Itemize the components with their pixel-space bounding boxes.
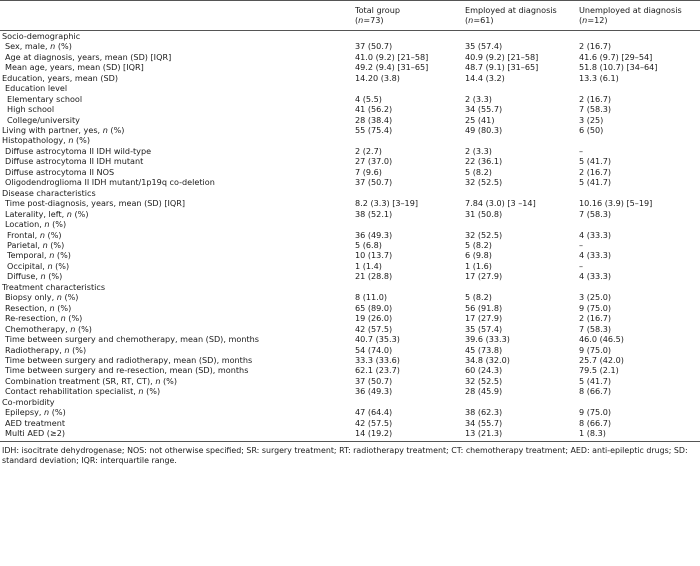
unemployed-value — [579, 188, 700, 198]
total-value — [355, 83, 465, 93]
table-row — [0, 240, 700, 250]
table-row — [0, 146, 700, 156]
header-employed — [465, 1, 579, 31]
table-row — [0, 219, 700, 229]
total-value — [355, 397, 465, 407]
row-label: Combination treatment (SR, RT, CT), n (%) — [5, 375, 178, 386]
total-value: 41 (56.2) — [355, 104, 393, 115]
table-row — [0, 209, 700, 219]
table-row — [0, 418, 700, 428]
table-row — [0, 376, 700, 386]
unemployed-value: 5 (41.7) — [579, 177, 612, 188]
unemployed-value: 79.5 (2.1) — [579, 365, 619, 376]
table-row — [0, 230, 700, 240]
section-row — [0, 30, 700, 41]
row-label: Epilepsy, n (%) — [5, 407, 66, 418]
section-label: Treatment characteristics — [2, 281, 106, 292]
section-label: Socio-demographic — [2, 30, 81, 41]
total-value: 10 (13.7) — [355, 250, 393, 261]
unemployed-value: 2 (16.7) — [579, 41, 612, 52]
unemployed-value: 3 (25) — [579, 114, 604, 125]
employed-value: 5 (8.2) — [465, 239, 492, 250]
total-value: 37 (50.7) — [355, 375, 393, 386]
employed-value: 32 (52.5) — [465, 229, 503, 240]
unemployed-value: – — [579, 260, 584, 271]
total-value: 33.3 (33.6) — [355, 354, 400, 365]
header-total-label: Total group — [355, 5, 400, 15]
row-label: Living with partner, yes, n (%) — [2, 124, 125, 135]
row-label: Diffuse, n (%) — [7, 271, 63, 282]
total-value: 42 (57.5) — [355, 417, 393, 428]
employed-value: 28 (45.9) — [465, 386, 503, 397]
employed-value — [465, 397, 579, 407]
employed-value: 34 (55.7) — [465, 417, 503, 428]
total-value — [355, 282, 465, 292]
employed-value: 34 (55.7) — [465, 104, 503, 115]
employed-value: 6 (9.8) — [465, 250, 492, 261]
unemployed-value: 7 (58.3) — [579, 104, 612, 115]
unemployed-value: 8 (66.7) — [579, 386, 612, 397]
employed-value: 14.4 (3.2) — [465, 72, 505, 83]
row-label: Time post-diagnosis, years, mean (SD) [IQR] — [5, 198, 186, 209]
total-value: 14 (19.2) — [355, 428, 393, 439]
row-label: Biopsy only, n (%) — [5, 292, 79, 303]
table-row — [0, 62, 700, 72]
total-value: 54 (74.0) — [355, 344, 393, 355]
table-row — [0, 386, 700, 396]
table-row — [0, 271, 700, 281]
total-value: 41.0 (9.2) [21–58] — [355, 51, 429, 62]
unemployed-value: 25.7 (42.0) — [579, 354, 624, 365]
header-unemployed-n: (n=12) — [579, 15, 608, 26]
employed-value — [465, 188, 579, 198]
employed-value: 22 (36.1) — [465, 156, 503, 167]
unemployed-value: 13.3 (6.1) — [579, 72, 619, 83]
employed-value: 45 (73.8) — [465, 344, 503, 355]
table-row — [0, 115, 700, 125]
unemployed-value: 6 (50) — [579, 124, 604, 135]
unemployed-value — [579, 83, 700, 93]
total-value: 2 (2.7) — [355, 145, 382, 156]
table-row — [0, 345, 700, 355]
table-row — [0, 365, 700, 375]
employed-value: 39.6 (33.3) — [465, 334, 510, 345]
table-row — [0, 83, 700, 93]
unemployed-value — [579, 397, 700, 407]
unemployed-value: 4 (33.3) — [579, 250, 612, 261]
unemployed-value: – — [579, 239, 584, 250]
table-row — [0, 125, 700, 135]
row-label: Occipital, n (%) — [7, 260, 70, 271]
row-label: Time between surgery and re-resection, mean (SD), months — [5, 365, 249, 376]
row-label: Education, years, mean (SD) — [2, 72, 119, 83]
total-value: 37 (50.7) — [355, 177, 393, 188]
employed-value — [465, 83, 579, 93]
employed-value: 35 (57.4) — [465, 41, 503, 52]
unemployed-value: 10.16 (3.9) [5–19] — [579, 198, 653, 209]
unemployed-value: 8 (66.7) — [579, 417, 612, 428]
section-label: Histopathology, n (%) — [2, 135, 91, 146]
total-value: 27 (37.0) — [355, 156, 393, 167]
total-value: 55 (75.4) — [355, 124, 393, 135]
employed-value: 32 (52.5) — [465, 177, 503, 188]
employed-value: 17 (27.9) — [465, 313, 503, 324]
unemployed-value: 51.8 (10.7) [34–64] — [579, 62, 658, 73]
table-row — [0, 94, 700, 104]
header-employed-n: (n=61) — [465, 15, 494, 26]
table-row — [0, 73, 700, 83]
row-label: Location, n (%) — [5, 219, 67, 230]
table-row — [0, 355, 700, 365]
total-value: 38 (52.1) — [355, 208, 393, 219]
row-label: Oligodendroglioma II IDH mutant/1p19q co-deletion — [5, 177, 215, 188]
total-value: 42 (57.5) — [355, 323, 393, 334]
total-value: 28 (38.4) — [355, 114, 393, 125]
unemployed-value: 5 (41.7) — [579, 375, 612, 386]
unemployed-value — [579, 135, 700, 145]
unemployed-value: 2 (16.7) — [579, 313, 612, 324]
total-value: 62.1 (23.7) — [355, 365, 400, 376]
row-label: Time between surgery and chemotherapy, mean (SD), months — [5, 334, 259, 345]
employed-value: 1 (1.6) — [465, 260, 492, 271]
unemployed-value: 3 (25.0) — [579, 292, 612, 303]
employed-value: 5 (8.2) — [465, 166, 492, 177]
total-value: 5 (6.8) — [355, 239, 382, 250]
unemployed-value: 9 (75.0) — [579, 344, 612, 355]
unemployed-value: 41.6 (9.7) [29–54] — [579, 51, 653, 62]
section-row — [0, 135, 700, 145]
employed-value — [465, 282, 579, 292]
row-label: Laterality, left, n (%) — [5, 208, 89, 219]
employed-value: 13 (21.3) — [465, 428, 503, 439]
table-footnote: IDH: isocitrate dehydrogenase; NOS: not otherwise specified; SR: surgery treatment; RT: radiotherapy treatment; CT: chemotherapy treatment; AED: anti-epileptic drugs; SD: standard deviation; IQR: interquartile range. — [2, 445, 688, 465]
total-value: 40.7 (35.3) — [355, 334, 400, 345]
employed-value: 2 (3.3) — [465, 145, 492, 156]
total-value: 36 (49.3) — [355, 386, 393, 397]
total-value — [355, 135, 465, 145]
header-unemployed — [579, 1, 700, 31]
table-body — [0, 30, 700, 440]
unemployed-value: 4 (33.3) — [579, 271, 612, 282]
row-label: Mean age, years, mean (SD) [IQR] — [5, 62, 144, 73]
row-label: Contact rehabilitation specialist, n (%) — [5, 386, 161, 397]
employed-value: 49 (80.3) — [465, 124, 503, 135]
total-value: 1 (1.4) — [355, 260, 382, 271]
row-label: Diffuse astrocytoma II IDH mutant — [5, 156, 144, 167]
employed-value: 17 (27.9) — [465, 271, 503, 282]
header-unemployed-label: Unemployed at diagnosis — [579, 5, 682, 15]
total-value: 36 (49.3) — [355, 229, 393, 240]
total-value — [355, 188, 465, 198]
row-label: Age at diagnosis, years, mean (SD) [IQR] — [5, 51, 172, 62]
employed-value: 7.84 (3.0) [3 –14] — [465, 198, 536, 209]
employed-value — [465, 30, 579, 41]
employed-value: 2 (3.3) — [465, 93, 492, 104]
row-label: Diffuse astrocytoma II IDH wild-type — [5, 145, 152, 156]
table-row — [0, 250, 700, 260]
row-label: Frontal, n (%) — [7, 229, 62, 240]
row-label: Chemotherapy, n (%) — [5, 323, 92, 334]
total-value — [355, 219, 465, 229]
unemployed-value — [579, 219, 700, 229]
employed-value: 32 (52.5) — [465, 375, 503, 386]
unemployed-value: 2 (16.7) — [579, 93, 612, 104]
total-value: 37 (50.7) — [355, 41, 393, 52]
table-row — [0, 41, 700, 51]
table-row — [0, 177, 700, 187]
row-label: Radiotherapy, n (%) — [5, 344, 87, 355]
unemployed-value: 7 (58.3) — [579, 323, 612, 334]
table-row — [0, 198, 700, 208]
employed-value: 60 (24.3) — [465, 365, 503, 376]
employed-value: 34.8 (32.0) — [465, 354, 510, 365]
employed-value — [465, 135, 579, 145]
row-label: Education level — [5, 83, 68, 94]
table-row — [0, 407, 700, 417]
employed-value: 35 (57.4) — [465, 323, 503, 334]
row-label: Resection, n (%) — [5, 302, 72, 313]
row-label: Temporal, n (%) — [7, 250, 71, 261]
employed-value: 40.9 (9.2) [21–58] — [465, 51, 539, 62]
unemployed-value: 9 (75.0) — [579, 302, 612, 313]
unemployed-value: 7 (58.3) — [579, 208, 612, 219]
total-value: 8.2 (3.3) [3–19] — [355, 198, 419, 209]
employed-value: 56 (91.8) — [465, 302, 503, 313]
table-row — [0, 324, 700, 334]
total-value: 47 (64.4) — [355, 407, 393, 418]
total-value: 21 (28.8) — [355, 271, 393, 282]
table-row — [0, 167, 700, 177]
employed-value: 25 (41) — [465, 114, 495, 125]
header-total-n: (n=73) — [355, 15, 384, 26]
table-row — [0, 303, 700, 313]
header-row — [0, 1, 700, 31]
employed-value: 48.7 (9.1) [31–65] — [465, 62, 539, 73]
table-row — [0, 428, 700, 440]
section-label: Co-morbidity — [2, 396, 55, 407]
total-value: 7 (9.6) — [355, 166, 382, 177]
header-employed-label: Employed at diagnosis — [465, 5, 557, 15]
total-value: 19 (26.0) — [355, 313, 393, 324]
unemployed-value: 5 (41.7) — [579, 156, 612, 167]
unemployed-value: 46.0 (46.5) — [579, 334, 624, 345]
total-value: 8 (11.0) — [355, 292, 388, 303]
employed-value: 31 (50.8) — [465, 208, 503, 219]
row-label: High school — [7, 104, 55, 115]
total-value: 49.2 (9.4) [31–65] — [355, 62, 429, 73]
table-row — [0, 313, 700, 323]
table-row — [0, 52, 700, 62]
header-total-group — [355, 1, 465, 31]
row-label: Elementary school — [7, 93, 83, 104]
unemployed-value: 1 (8.3) — [579, 428, 606, 439]
row-label: College/university — [7, 114, 80, 125]
row-label: Re-resection, n (%) — [5, 313, 83, 324]
section-row — [0, 282, 700, 292]
table-row — [0, 334, 700, 344]
total-value: 14.20 (3.8) — [355, 72, 400, 83]
section-label: Disease characteristics — [2, 187, 96, 198]
total-value — [355, 30, 465, 41]
row-label: AED treatment — [5, 417, 66, 428]
table-row — [0, 292, 700, 302]
unemployed-value: 4 (33.3) — [579, 229, 612, 240]
row-label: Diffuse astrocytoma II NOS — [5, 166, 115, 177]
unemployed-value — [579, 30, 700, 41]
table-row — [0, 156, 700, 166]
unemployed-value — [579, 282, 700, 292]
row-label: Multi AED (≥2) — [5, 428, 66, 439]
section-row — [0, 188, 700, 198]
unemployed-value: 2 (16.7) — [579, 166, 612, 177]
employed-value: 38 (62.3) — [465, 407, 503, 418]
header-empty — [0, 1, 355, 31]
row-label: Parietal, n (%) — [7, 239, 65, 250]
unemployed-value: 9 (75.0) — [579, 407, 612, 418]
total-value: 4 (5.5) — [355, 93, 382, 104]
table-row — [0, 261, 700, 271]
total-value: 65 (89.0) — [355, 302, 393, 313]
section-row — [0, 397, 700, 407]
row-label: Time between surgery and radiotherapy, mean (SD), months — [5, 354, 253, 365]
table-header — [0, 1, 700, 31]
unemployed-value: – — [579, 145, 584, 156]
employed-value — [465, 219, 579, 229]
table-row — [0, 104, 700, 114]
employed-value: 5 (8.2) — [465, 292, 492, 303]
row-label: Sex, male, n (%) — [5, 41, 72, 52]
